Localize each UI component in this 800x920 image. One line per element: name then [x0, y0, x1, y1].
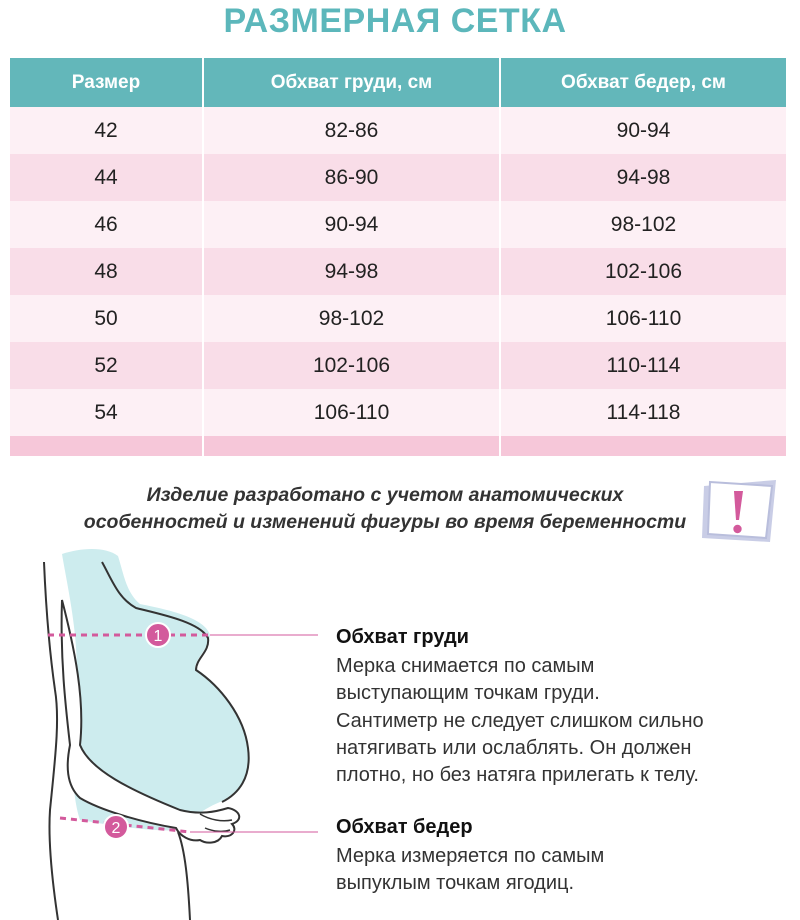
description-line: Мерка снимается по самым: [336, 655, 595, 677]
pregnant-figure-illustration: [0, 540, 330, 920]
description-line: выступающим точкам груди.: [336, 682, 600, 705]
chest-marker-label: 1: [153, 628, 163, 645]
table-footer-strip: [10, 436, 786, 456]
size-table: [10, 58, 786, 456]
cell-size: 50: [10, 295, 203, 342]
cell-size: 42: [10, 107, 203, 154]
cell-hip: 102-106: [500, 248, 786, 295]
cell-chest: 86-90: [203, 154, 500, 201]
cell-chest: 82-86: [203, 107, 500, 154]
table-row: [10, 389, 786, 436]
cell-hip: 110-114: [500, 342, 786, 389]
table-row: [10, 342, 786, 389]
table-row: [10, 107, 786, 154]
hip-marker-label: 2: [111, 820, 121, 837]
table-row: [10, 201, 786, 248]
hip-measurement-title: Обхват бедер: [336, 816, 473, 838]
cell-chest: 106-110: [203, 389, 500, 436]
cell-size: 46: [10, 201, 203, 248]
table-row: [10, 154, 786, 201]
table-row: [10, 295, 786, 342]
header-hip: Обхват бедер, см: [500, 58, 786, 107]
note-line: особенностей и изменений фигуры во время беременности: [83, 511, 687, 533]
cell-size: 48: [10, 248, 203, 295]
header-size: Размер: [10, 58, 203, 107]
note-line: Изделие разработано с учетом анатомических: [146, 484, 624, 506]
cell-hip: 106-110: [500, 295, 786, 342]
table-row: [10, 248, 786, 295]
header-chest: Обхват груди, см: [203, 58, 500, 107]
cell-chest: 102-106: [203, 342, 500, 389]
cell-hip: 98-102: [500, 201, 786, 248]
description-line: выпуклым точкам ягодиц.: [336, 872, 575, 895]
cell-chest: 94-98: [203, 248, 500, 295]
cell-size: 54: [10, 389, 203, 436]
hip-measurement-description: [336, 843, 604, 898]
back-outline: [44, 562, 58, 920]
cell-chest: 90-94: [203, 201, 500, 248]
page-title: РАЗМЕРНАЯ СЕТКА: [223, 2, 567, 40]
cell-chest: 98-102: [203, 295, 500, 342]
description-line: натягивать или ослаблять. Он должен: [336, 736, 692, 759]
cell-size: 52: [10, 342, 203, 389]
chest-measurement-description: [336, 653, 704, 789]
table-header-row: [10, 58, 786, 107]
anatomy-note: [80, 482, 690, 536]
cell-hip: 114-118: [500, 389, 786, 436]
description-line: Мерка измеряется по самым: [336, 845, 605, 867]
chest-measurement-title: Обхват груди: [336, 626, 469, 648]
description-line: Сантиметр не следует слишком сильно: [336, 709, 704, 732]
cell-hip: 90-94: [500, 107, 786, 154]
leg-outline: [178, 832, 190, 920]
exclamation-icon: [698, 478, 780, 544]
cell-size: 44: [10, 154, 203, 201]
cell-hip: 94-98: [500, 154, 786, 201]
description-line: плотно, но без натяга прилегать к телу.: [336, 764, 699, 787]
